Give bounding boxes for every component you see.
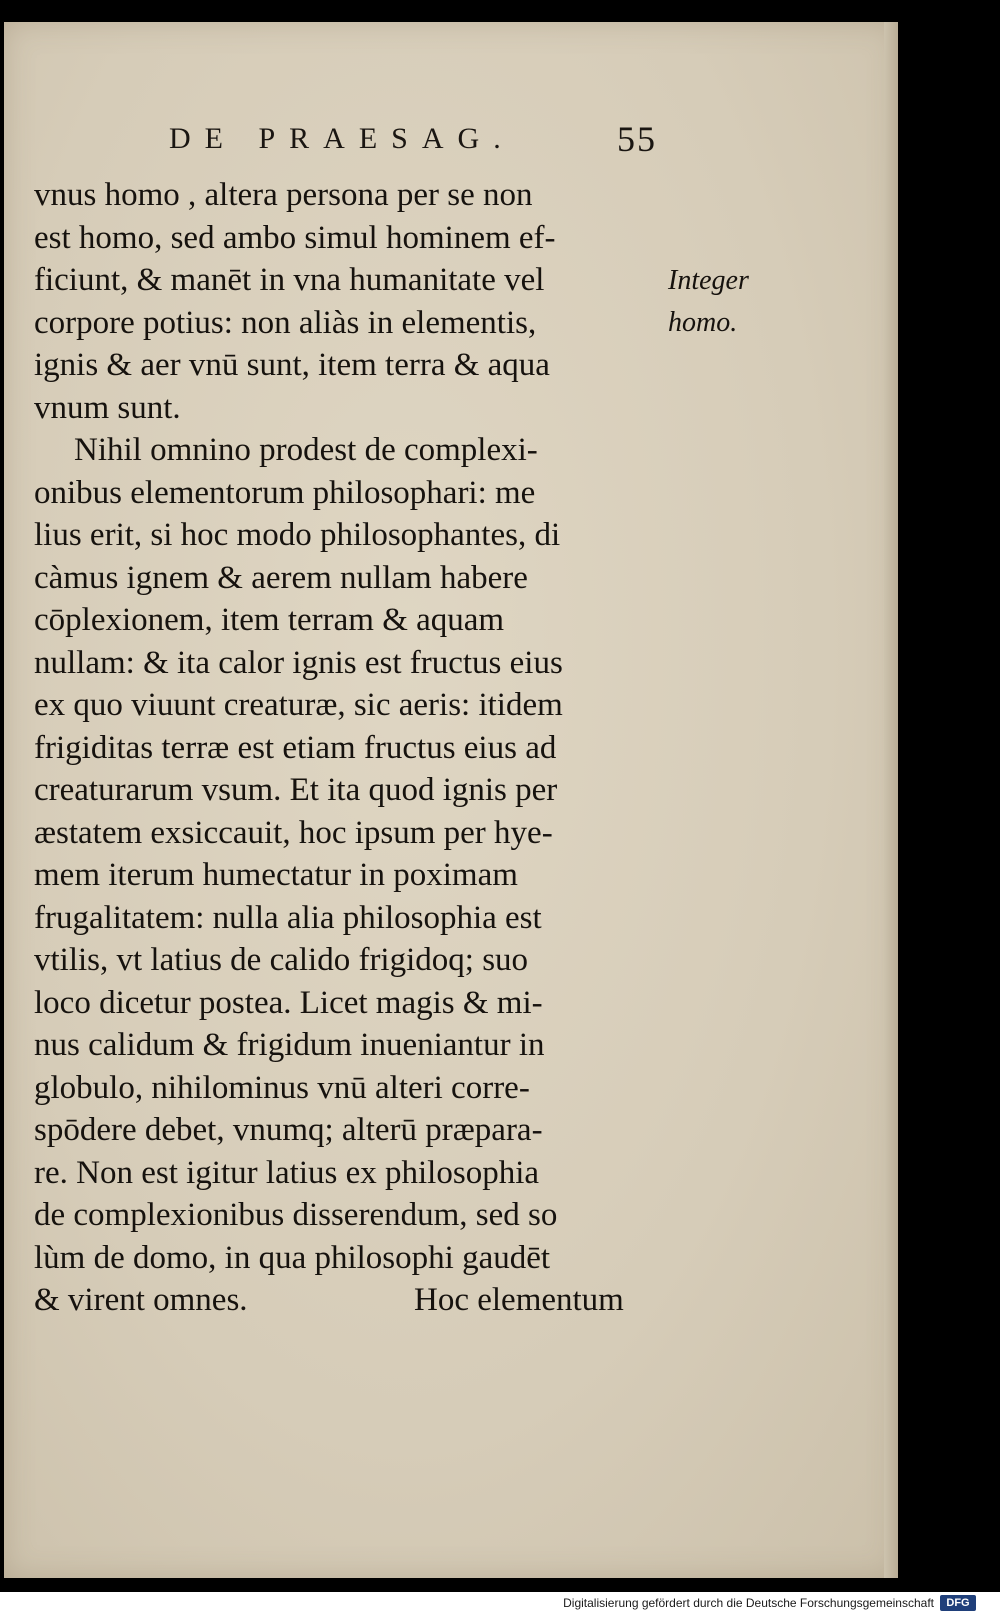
text-line: vnus homo , altera persona per se non [34,177,533,213]
text-line: nus calidum & frigidum inueniantur in [34,1027,545,1063]
page-edge [884,22,898,1578]
text-line: frugalitatem: nulla alia philosophia est [34,899,542,936]
catchword: Hoc elementum [414,1282,624,1318]
body-text [34,174,694,1322]
text-line: lius erit, si hoc modo philosophantes, di [34,517,561,553]
marginal-note [668,260,749,344]
text-line: re. Non est igitur latius ex philosophia [34,1154,540,1191]
page-header [169,119,689,162]
text-line: ficiunt, & manēt in vna humanitate vel [34,262,545,298]
marginal-note-line: homo. [668,307,738,338]
text-line: frigiditas terræ est etiam fructus eius ad [34,729,557,766]
last-line [34,1279,694,1322]
running-head: DE PRAESAG. [169,122,515,155]
text-line: ignis & aer vnū sunt, item terra & aqua [34,347,550,383]
dfg-logo: DFG [940,1595,976,1611]
text-line: spōdere debet, vnumq; alterū præpara- [34,1112,543,1148]
text-line: æstatem exsiccauit, hoc ipsum per hye- [34,814,553,851]
text-line: vtilis, vt latius de calido frigidoq; suo [34,942,529,978]
text-line: càmus ignem & aerem nullam habere [34,559,528,596]
text-line: corpore potius: non aliàs in elementis, [34,304,537,341]
closing-text: & virent omnes. [34,1282,248,1318]
text-line: Nihil omnino prodest de complexi- [74,432,538,468]
book-page [4,22,898,1578]
text-line: globulo, nihilominus vnū alteri corre- [34,1069,530,1106]
text-line: vnum sunt. [34,389,181,426]
text-line: de complexionibus disserendum, sed so [34,1197,558,1233]
text-line: loco dicetur postea. Licet magis & mi- [34,984,543,1021]
text-line: mem iterum humectatur in poximam [34,857,518,893]
text-line: lùm de domo, in qua philosophi gaudēt [34,1239,551,1276]
text-line: cōplexionem, item terram & aquam [34,602,505,638]
text-line: creaturarum vsum. Et ita quod ignis per [34,772,558,808]
text-line: nullam: & ita calor ignis est fructus eius [34,644,563,681]
page-number: 55 [617,119,657,159]
text-line: onibus elementorum philosophari: me [34,474,536,511]
marginal-note-line: Integer [668,265,749,296]
text-line: ex quo viuunt creaturæ, sic aeris: itidem [34,687,563,723]
funding-credit: Digitalisierung gefördert durch die Deutsche Forschungsgemeinschaft [563,1596,934,1610]
text-line: est homo, sed ambo simul hominem ef- [34,219,556,256]
